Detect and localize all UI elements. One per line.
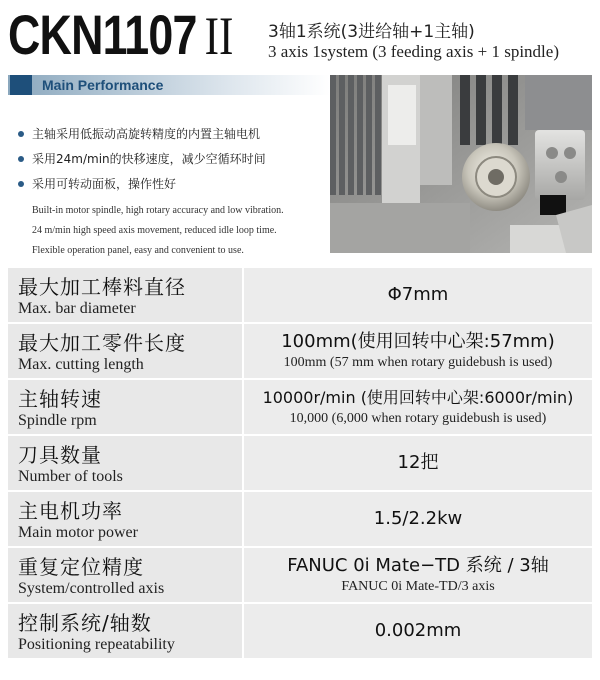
- spec-label-en: Max. cutting length: [18, 356, 144, 373]
- header: [0, 0, 600, 72]
- spec-value-cell: [244, 268, 592, 322]
- spec-label-cn: 主轴转速: [18, 387, 102, 411]
- spec-label-cell: [8, 380, 242, 434]
- spec-value-cell: [244, 548, 592, 602]
- main-performance-title: Main Performance: [42, 77, 164, 93]
- model-name: [8, 4, 233, 67]
- spec-label-cn: 重复定位精度: [18, 555, 144, 579]
- spec-row: [8, 604, 592, 658]
- spec-table: [8, 268, 592, 660]
- spec-label-cell: [8, 492, 242, 546]
- spec-label-cell: [8, 268, 242, 322]
- performance-english: [32, 201, 332, 261]
- bullet-item: 采用可转动面板，操作性好: [18, 172, 328, 197]
- spec-value-note: 100mm (57 mm when rotary guidebush is used): [283, 355, 553, 370]
- performance-bullets: [18, 122, 328, 197]
- model-number: CKN1107: [8, 3, 197, 66]
- spec-value: Φ7mm: [387, 284, 449, 305]
- spec-label-cell: [8, 436, 242, 490]
- spec-row: [8, 380, 592, 434]
- spec-value: 12把: [397, 452, 439, 473]
- bullet-dot-icon: [18, 181, 24, 187]
- bullet-item: 主轴采用低振动高旋转精度的内置主轴电机: [18, 122, 328, 147]
- machine-photo: [330, 75, 592, 253]
- system-summary-en: 3 axis 1system (3 feeding axis + 1 spindle): [268, 42, 559, 61]
- spec-label-en: System/controlled axis: [18, 580, 165, 597]
- main-performance-banner: [8, 75, 330, 95]
- spec-label-en: Main motor power: [18, 524, 138, 541]
- banner-marker: [10, 75, 32, 95]
- spec-value-cell: [244, 604, 592, 658]
- spec-row: [8, 268, 592, 322]
- spec-label-en: Positioning repeatability: [18, 636, 175, 653]
- spec-value-cell: [244, 436, 592, 490]
- spec-label-cell: [8, 548, 242, 602]
- spindle-closeup-image: [330, 75, 592, 253]
- spec-value: 0.002mm: [374, 620, 462, 641]
- bullet-dot-icon: [18, 156, 24, 162]
- model-generation: II: [204, 6, 234, 66]
- spec-label-cell: [8, 604, 242, 658]
- spec-label-cell: [8, 324, 242, 378]
- english-line: 24 m/min high speed axis movement, reduced idle loop time.: [32, 225, 277, 236]
- bullet-item: 采用24m/min的快移速度，减少空循环时间: [18, 147, 328, 172]
- system-summary-cn: 3轴1系统(3进给轴+1主轴): [268, 22, 475, 42]
- spec-value: 1.5/2.2kw: [373, 508, 463, 529]
- spec-label-en: Max. bar diameter: [18, 300, 136, 317]
- spec-label-cn: 最大加工棒料直径: [18, 275, 186, 299]
- spec-label-en: Number of tools: [18, 468, 123, 485]
- spec-label-cn: 主电机功率: [18, 499, 123, 523]
- spec-value-cell: [244, 492, 592, 546]
- spec-label-cn: 最大加工零件长度: [18, 331, 186, 355]
- spec-label-cn: 刀具数量: [18, 443, 102, 467]
- spec-row: [8, 436, 592, 490]
- spec-value: 100mm(使用回转中心架:57mm): [281, 331, 555, 352]
- spec-value-cell: [244, 380, 592, 434]
- spec-value-note: 10,000 (6,000 when rotary guidebush is used): [289, 411, 547, 426]
- spec-label-en: Spindle rpm: [18, 412, 97, 429]
- spec-row: [8, 492, 592, 546]
- spec-label-cn: 控制系统/轴数: [18, 611, 152, 635]
- english-line: Flexible operation panel, easy and convenient to use.: [32, 245, 244, 256]
- spec-row: [8, 548, 592, 602]
- spec-value: 10000r/min (使用回转中心架:6000r/min): [262, 388, 574, 407]
- spec-value-cell: [244, 324, 592, 378]
- spec-value: FANUC 0i Mate−TD 系统 / 3轴: [287, 555, 549, 576]
- spec-row: [8, 324, 592, 378]
- spec-value-note: FANUC 0i Mate-TD/3 axis: [341, 579, 495, 594]
- bullet-dot-icon: [18, 131, 24, 137]
- english-line: Built-in motor spindle, high rotary accuracy and low vibration.: [32, 205, 284, 216]
